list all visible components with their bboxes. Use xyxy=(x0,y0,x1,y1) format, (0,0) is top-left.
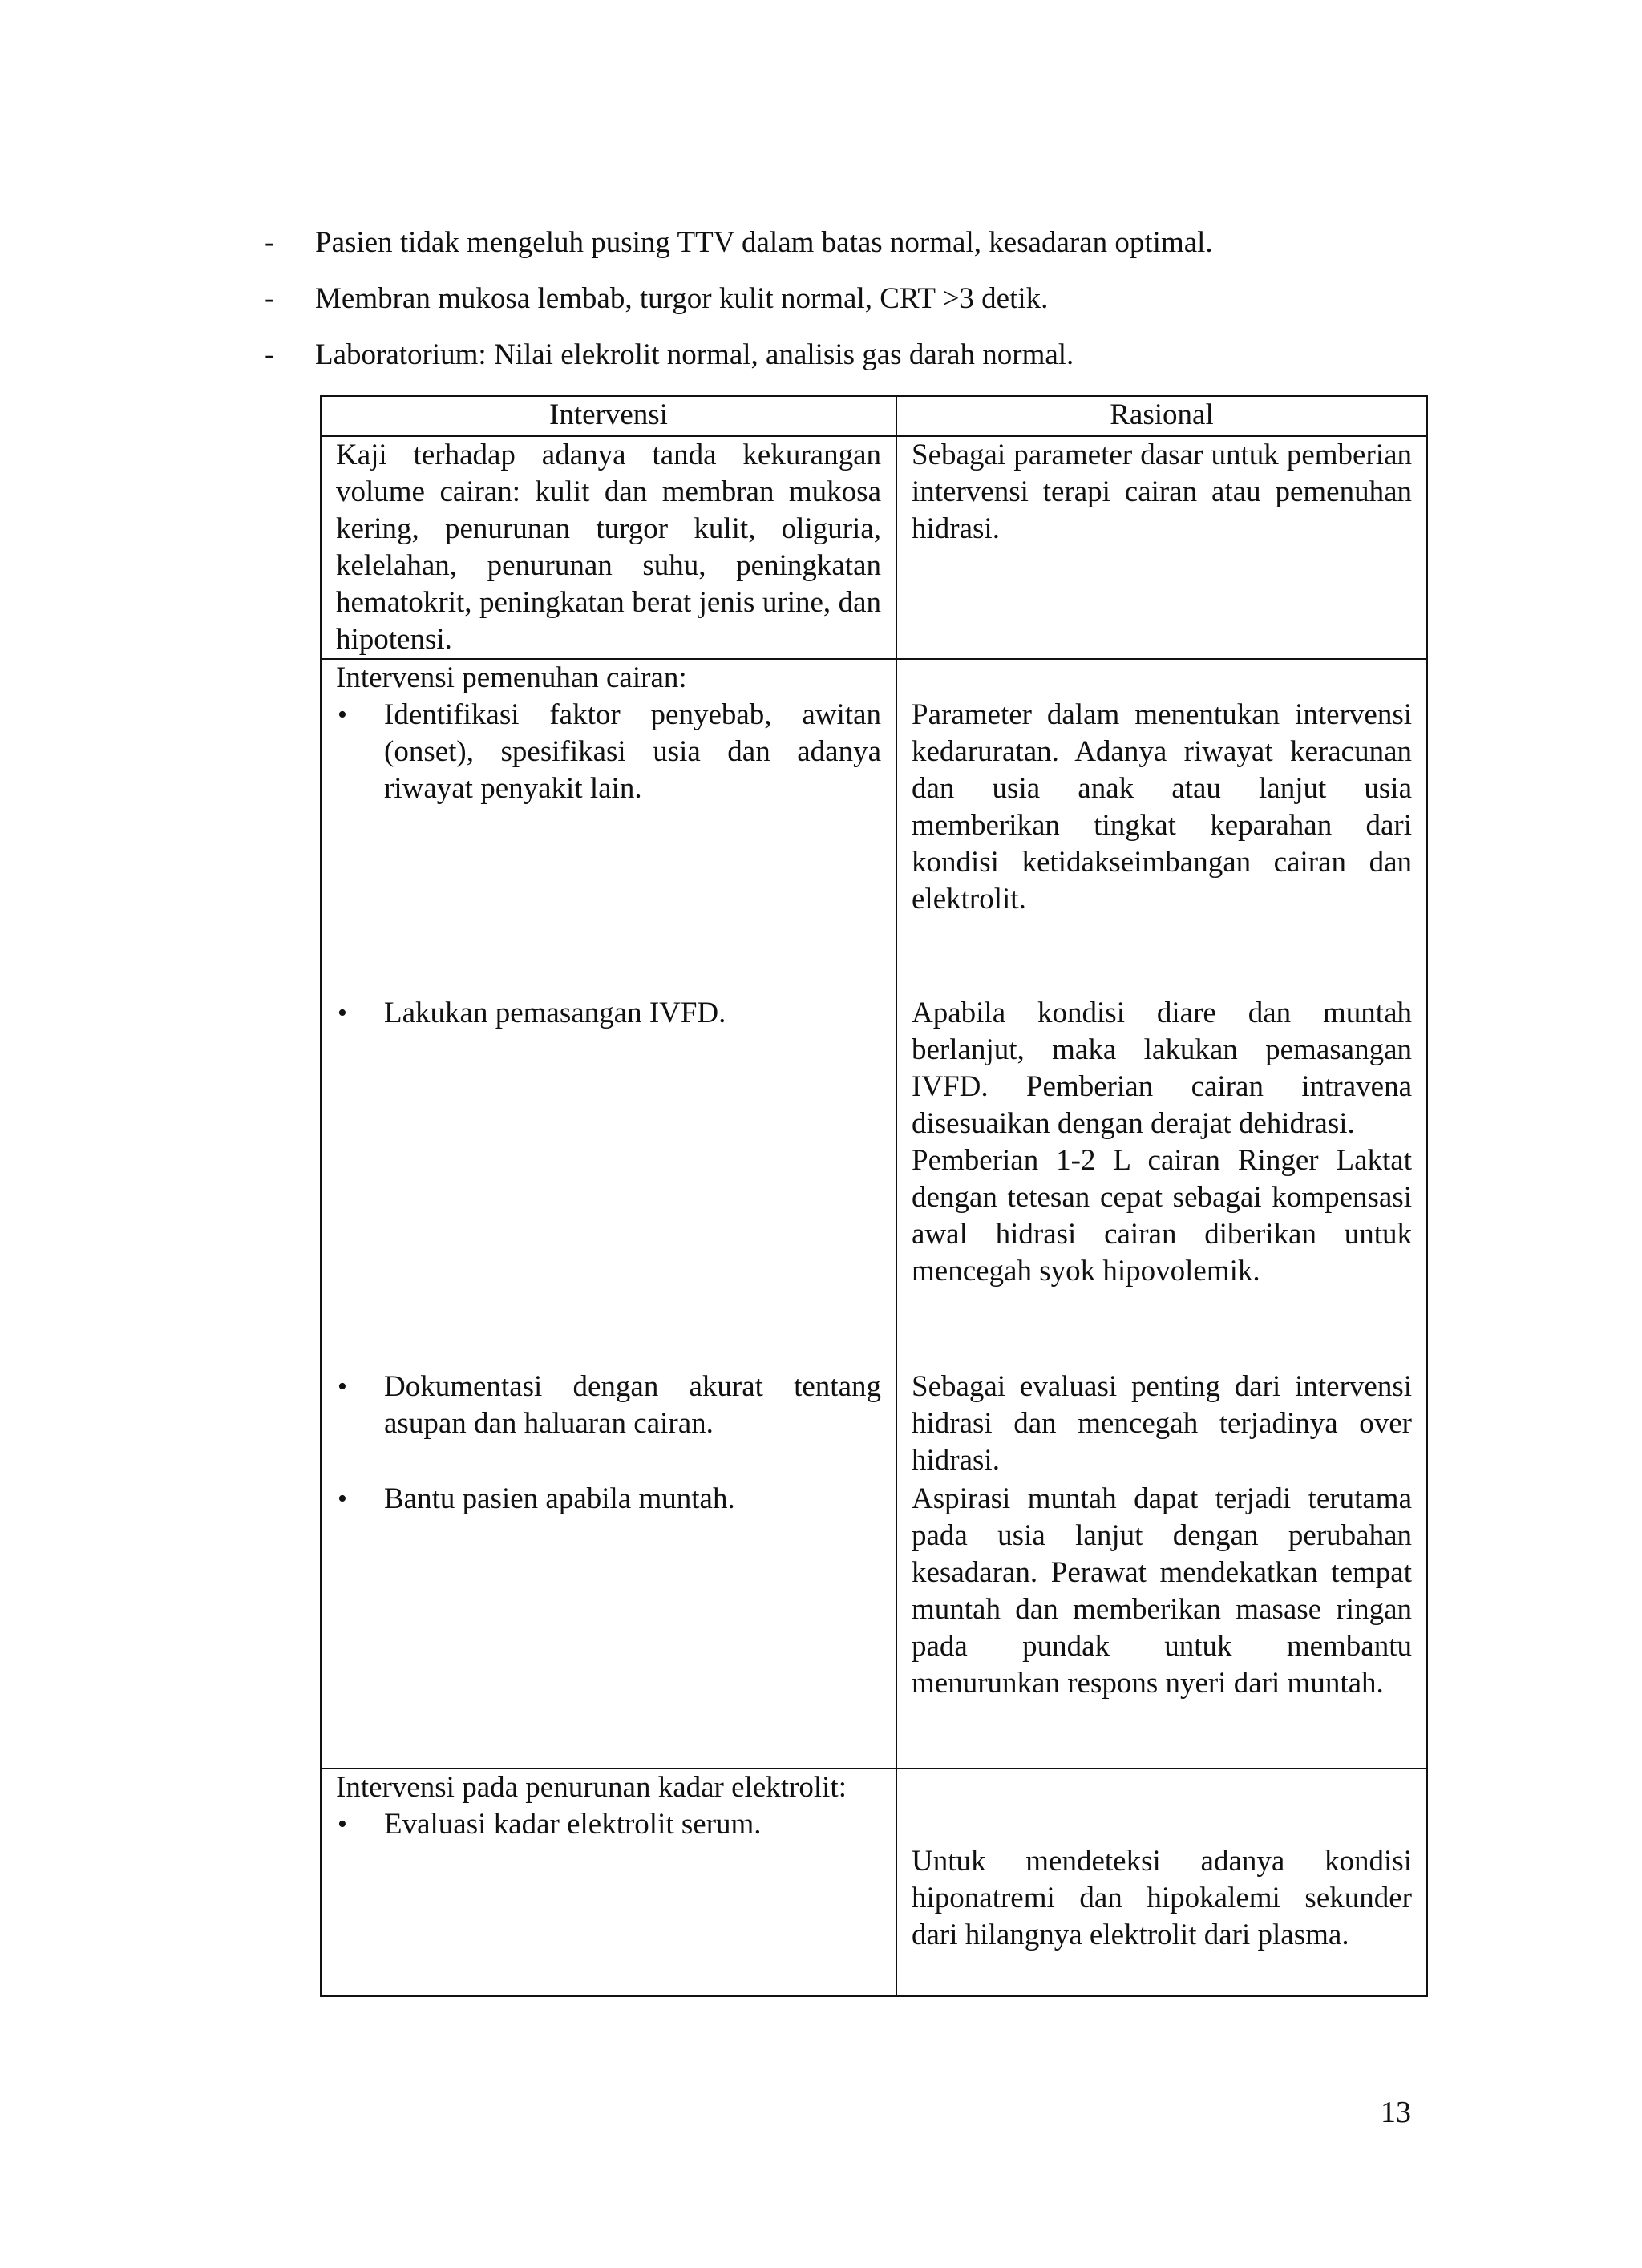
bullet-item xyxy=(336,1368,881,1481)
table-cell xyxy=(896,436,1427,659)
table-cell xyxy=(896,659,1427,1769)
list-item-text: Membran mukosa lembab, turgor kulit normal, CRT >3 detik. xyxy=(315,282,1049,315)
dash-marker: - xyxy=(265,282,275,315)
section-heading: Intervensi pemenuhan cairan: xyxy=(336,661,687,694)
table-row xyxy=(321,659,1427,1769)
dash-marker: - xyxy=(265,226,275,259)
column-header-rasional: Rasional xyxy=(896,396,1427,436)
bullet-icon: • xyxy=(338,1484,347,1514)
rationale-text: Untuk mendeteksi adanya kondisi hiponatremi dan hipokalemi sekunder dari hilangnya elektrolit dari plasma. xyxy=(912,1845,1412,1951)
table-header-row xyxy=(321,396,1427,436)
intervention-text: Identifikasi faktor penyebab, awitan (onset), spesifikasi usia dan adanya riwayat penyakit lain. xyxy=(384,698,881,805)
section-heading: Intervensi pada penurunan kadar elektrolit: xyxy=(336,1771,847,1804)
table-cell xyxy=(321,436,896,659)
bullet-item xyxy=(336,1806,881,1843)
bullet-icon: • xyxy=(338,998,347,1028)
bullet-icon: • xyxy=(338,1372,347,1401)
rationale-text: Sebagai evaluasi penting dari intervensi hidrasi dan mencegah terjadinya over hidrasi. xyxy=(912,1370,1412,1477)
bullet-item xyxy=(336,697,881,995)
rationale-text: Pemberian 1-2 L cairan Ringer Laktat dengan tetesan cepat sebagai kompensasi awal hidrasi cairan diberikan untuk mencegah syok hipovolemik. xyxy=(912,1144,1412,1288)
bullet-icon: • xyxy=(338,1809,347,1839)
list-item-text: Pasien tidak mengeluh pusing TTV dalam batas normal, kesadaran optimal. xyxy=(315,226,1213,259)
table-cell xyxy=(321,659,896,1769)
rationale-text: Parameter dalam menentukan intervensi kedaruratan. Adanya riwayat keracunan dan usia anak atau lanjut usia memberikan tingkat keparahan dari kondisi ketidakseimbangan cairan dan elektrolit. xyxy=(912,698,1412,916)
rationale-text: Sebagai parameter dasar untuk pemberian intervensi terapi cairan atau pemenuhan hidrasi. xyxy=(912,439,1412,545)
list-item xyxy=(265,224,1435,281)
bullet-icon: • xyxy=(338,700,347,730)
list-item-text: Laboratorium: Nilai elekrolit normal, analisis gas darah normal. xyxy=(315,338,1074,371)
bullet-item xyxy=(336,1481,881,1518)
rationale-text: Aspirasi muntah dapat terjadi terutama pada usia lanjut dengan perubahan kesadaran. Perawat mendekatkan tempat muntah dan memberikan masase ringan pada pundak untuk membantu menurunkan respons nyeri dari muntah. xyxy=(912,1482,1412,1700)
evaluation-criteria-list xyxy=(265,224,1435,393)
dash-marker: - xyxy=(265,338,275,371)
bullet-item xyxy=(336,995,881,1368)
rationale-text: Apabila kondisi diare dan muntah berlanjut, maka lakukan pemasangan IVFD. Pemberian cairan intravena disesuaikan dengan derajat dehidrasi. xyxy=(912,997,1412,1140)
table-cell xyxy=(896,1769,1427,1996)
table-row xyxy=(321,436,1427,659)
intervention-text: Evaluasi kadar elektrolit serum. xyxy=(384,1808,762,1841)
table-row xyxy=(321,1769,1427,1996)
intervention-text: Kaji terhadap adanya tanda kekurangan volume cairan: kulit dan membran mukosa kering, penurunan turgor kulit, oliguria, kelelahan, penurunan suhu, peningkatan hematokrit, peningkatan berat jenis urine, dan hipotensi. xyxy=(336,439,881,656)
list-item xyxy=(265,281,1435,337)
intervention-text: Lakukan pemasangan IVFD. xyxy=(384,997,726,1029)
intervention-text: Bantu pasien apabila muntah. xyxy=(384,1482,735,1515)
intervention-text: Dokumentasi dengan akurat tentang asupan dan haluaran cairan. xyxy=(384,1370,881,1440)
column-header-intervensi: Intervensi xyxy=(321,396,896,436)
intervention-table xyxy=(320,395,1428,1997)
list-item xyxy=(265,337,1435,393)
page-number: 13 xyxy=(1381,2096,1411,2129)
table-cell xyxy=(321,1769,896,1996)
